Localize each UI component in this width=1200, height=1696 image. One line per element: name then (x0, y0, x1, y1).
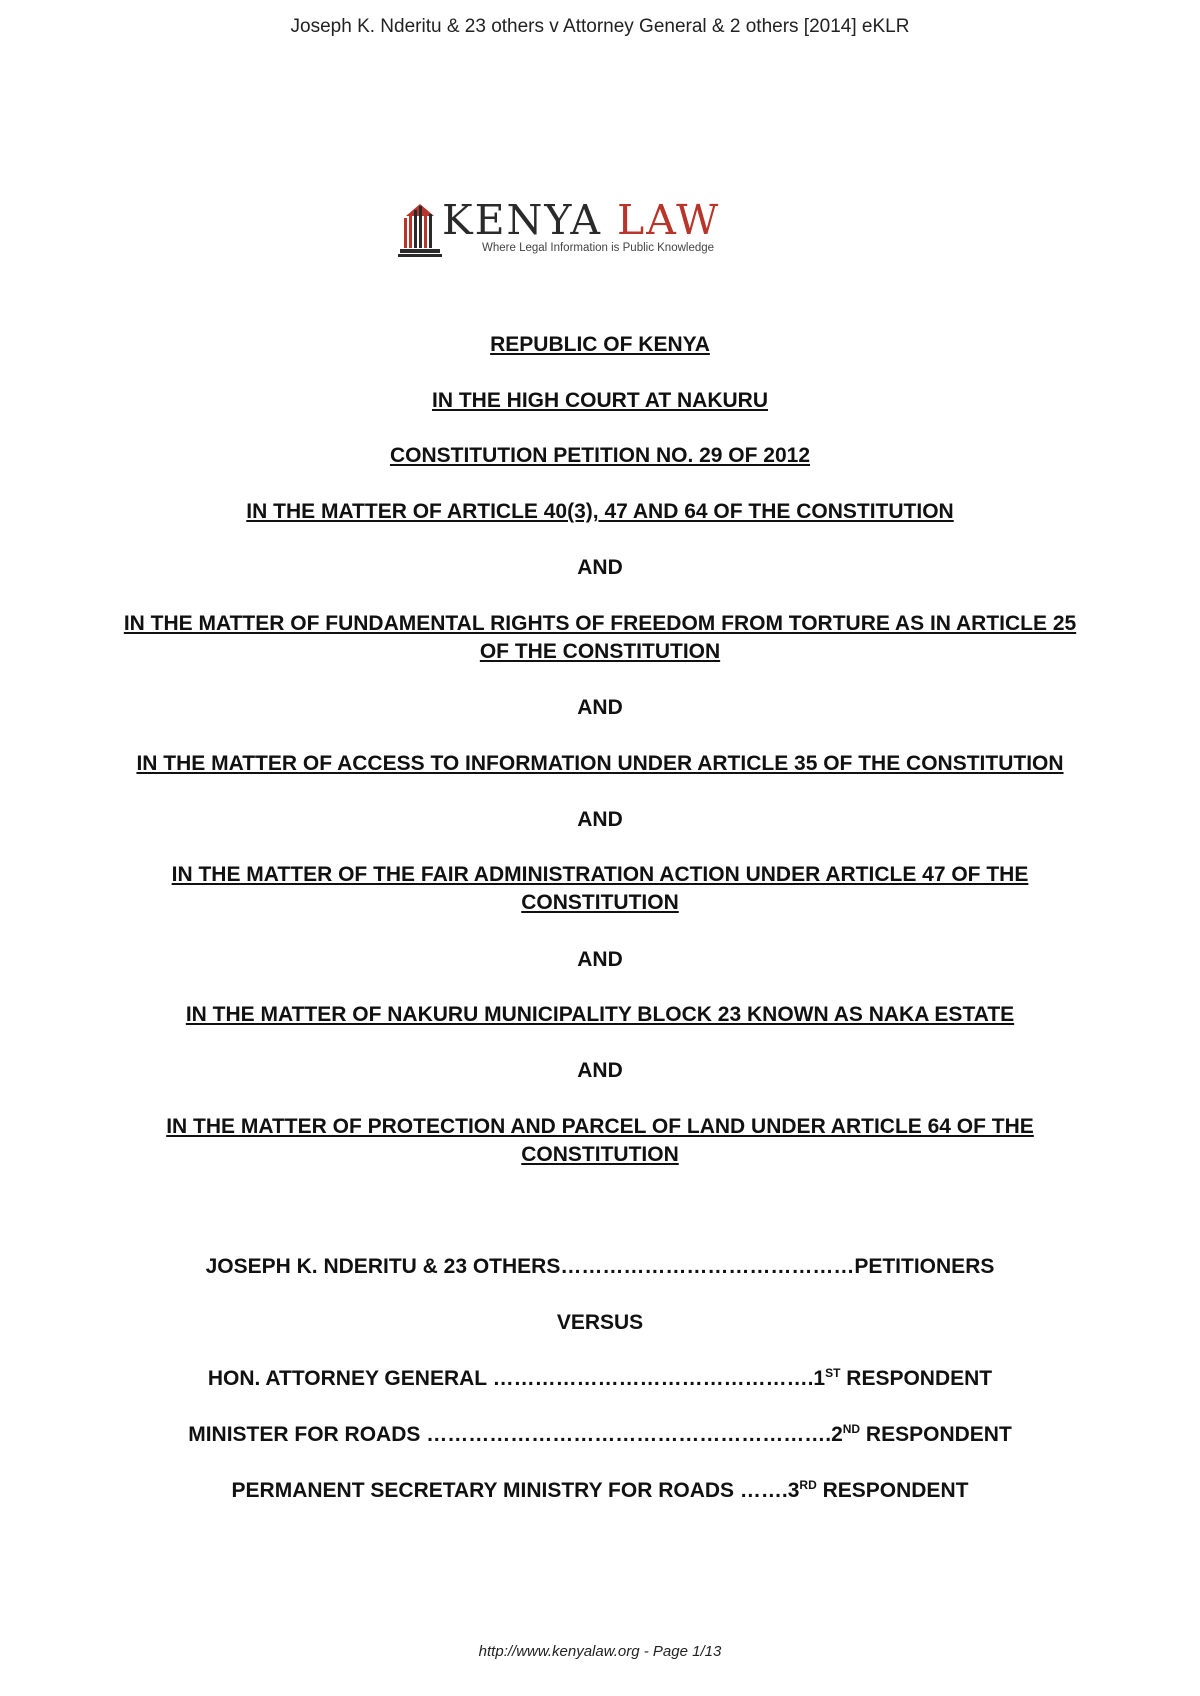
caption-and: AND (577, 556, 623, 579)
first-respondent-line: HON. ATTORNEY GENERAL ……………………………………….1ST RESPONDENT (207, 1366, 993, 1390)
logo-wordmark: KENYA LAW (442, 196, 721, 244)
third-respondent-line: PERMANENT SECRETARY MINISTRY FOR ROADS …….3RD RESPONDENT (231, 1478, 969, 1502)
versus-line: VERSUS (556, 1311, 644, 1334)
caption-matter-land-protection: IN THE MATTER OF PROTECTION AND PARCEL OF LAND UNDER ARTICLE 64 OF THE CONSTITUTION (166, 1115, 1034, 1166)
caption-matter-articles: IN THE MATTER OF ARTICLE 40(3), 47 AND 64 OF THE CONSTITUTION (246, 500, 954, 523)
caption-petition-number: CONSTITUTION PETITION NO. 29 OF 2012 (389, 444, 811, 467)
caption-matter-torture: IN THE MATTER OF FUNDAMENTAL RIGHTS OF FREEDOM FROM TORTURE AS IN ARTICLE 25 OF THE CONSTITUTION (123, 612, 1077, 663)
caption-matter-access-information: IN THE MATTER OF ACCESS TO INFORMATION UNDER ARTICLE 35 OF THE CONSTITUTION (136, 752, 1064, 775)
second-respondent-line: MINISTER FOR ROADS ………………………………………………….2ND RESPONDENT (188, 1422, 1012, 1446)
running-header: Joseph K. Nderitu & 23 others v Attorney General & 2 others [2014] eKLR (290, 16, 910, 37)
caption-and: AND (577, 1059, 623, 1082)
caption-matter-naka-estate: IN THE MATTER OF NAKURU MUNICIPALITY BLOCK 23 KNOWN AS NAKA ESTATE (185, 1003, 1015, 1026)
caption-republic: REPUBLIC OF KENYA (490, 333, 710, 356)
caption-court: IN THE HIGH COURT AT NAKURU (432, 389, 768, 412)
caption-and: AND (577, 948, 623, 971)
caption-and: AND (577, 808, 623, 831)
caption-matter-fair-administration: IN THE MATTER OF THE FAIR ADMINISTRATION ACTION UNDER ARTICLE 47 OF THE CONSTITUTION (171, 863, 1029, 914)
page-footer: http://www.kenyalaw.org - Page 1/13 (478, 1643, 722, 1660)
caption-and: AND (577, 696, 623, 719)
petitioners-line: JOSEPH K. NDERITU & 23 OTHERS……………………………………PETITIONERS (205, 1255, 995, 1278)
kenya-law-logo (398, 196, 738, 262)
logo-pillars-icon (398, 196, 442, 260)
logo-tagline: Where Legal Information is Public Knowledge (482, 242, 715, 254)
